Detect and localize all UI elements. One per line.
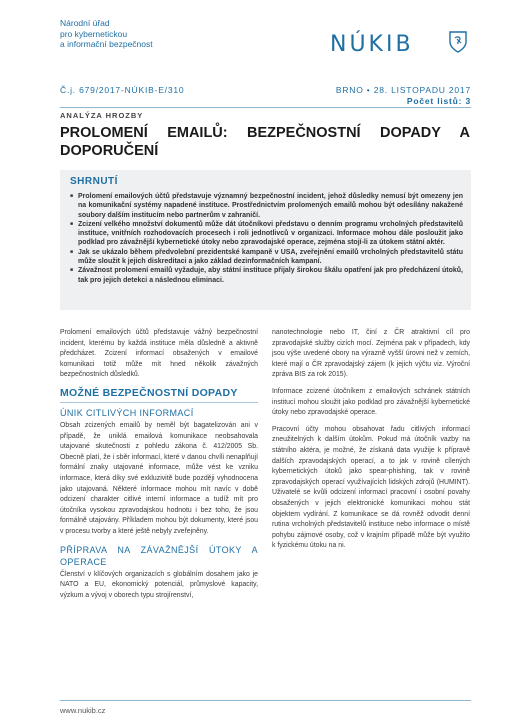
- right-paragraph-2: Informace zcizené útočníkem z emailových schránek státních institucí mohou sloužit jako podklad pro závažnější kybernetické útoky nebo zpravodajské operace.: [272, 387, 470, 417]
- section-heading: MOŽNÉ BEZPEČNOSTNÍ DOPADY: [60, 386, 238, 399]
- right-paragraph-1: nanotechnologie nebo IT, činí z ČR atraktivní cíl pro zpravodajské služby cizích mocí. Zejména pak v případech, kdy jsou výše uvedené obory na výrazně vyšší úrovni než v zemích, které mají o ČR zpravodajský zájem (k jejich výčtu viz. Výroční zpráva BIS za rok 2015).: [272, 329, 470, 379]
- summary-item: ■ Závažnost prolomení emailů vyžaduje, aby státní instituce přijaly širokou škálu opatření jak pro předcházení útoků, tak pro jejich detekci a následnou eliminaci.: [70, 266, 463, 285]
- agency-line-2: pro kybernetickou: [60, 28, 128, 39]
- header-divider: [60, 107, 471, 108]
- subsection-heading-preparation: PŘÍPRAVA NA ZÁVAŽNĚJŠÍ ÚTOKY A OPERACE: [60, 544, 258, 567]
- agency-line-1: Národní úřad: [60, 18, 110, 28]
- document-category: ANALÝZA HROZBY: [60, 111, 144, 120]
- summary-item: ■ Jak se ukázalo během předvolební prezidentské kampaně v USA, zveřejnění emailů vrcholných představitelů státu může sloužit k jejich diskreditaci a jako základ dezinformačních kampaní.: [70, 248, 463, 267]
- summary-heading: SHRNUTÍ: [70, 176, 118, 187]
- intro-paragraph: Prolomení emailových účtů představuje vážný bezpečnostní incident, kterému by každá instituce měla důsledně a aktivně předcházet. Zcizení informací obsažených v emailové komunikaci totiž může mít hned několik závažných bezpečnostních důsledků.: [60, 329, 258, 379]
- title-line-2: DOPORUČENÍ: [60, 143, 159, 159]
- date-and-pages: [336, 85, 471, 107]
- page-count: Počet listů: 3: [406, 96, 471, 106]
- logo-text: NÚKIB: [330, 32, 414, 57]
- agency-line-3: a informační bezpečnost: [60, 39, 153, 49]
- summary-item: ■ Zcizení velkého množství dokumentů může dát útočníkovi představu o denním programu vrcholných představitelů instituce, vnitřních rozhodovacích procesech i roli jednotlivců v organizaci. Informace mohou dále posloužit jako podklad pro závažnější kybernetické útoky nebo zpravodajské operace, zejména stojí-li za útokem státní aktér.: [70, 220, 463, 248]
- reference-number: Č.j. 679/2017-NÚKIB-E/310: [60, 85, 185, 95]
- right-paragraph-3: Pracovní účty mohou obsahovat řadu citlivých informací zneužitelných k dalším útokům. Pokud má útočník vazby na státního aktéra, je možné, že získaná data využije k přípravě dalších zpravodajských operací, a to jak v rovině cílených kybernetických útoků jako spear-phishing, tak v rovině zpravodajských operací využívajících lidských zdrojů (HUMINT). Uživatelé se kvůli odcizení informací pracovní i osobní povahy obsažených v jejich elektronické komunikaci mohou stát objektem vydírání. Z komunikace se dá rovněž odvodit denní rutina vrcholných představitelů instituce nebo informace o místě pohybu zájmové osoby, což v krajním případě může být využito k fyzickému útoku na ni.: [272, 425, 470, 550]
- title-line-1: PROLOMENÍ EMAILŮ: BEZPEČNOSTNÍ DOPADY A: [60, 125, 470, 141]
- place-date: BRNO • 28. LISTOPADU 2017: [335, 85, 471, 95]
- nukib-logo: [330, 28, 470, 62]
- document-title: [60, 124, 470, 160]
- agency-name: [60, 18, 220, 50]
- summary-list: [70, 192, 463, 285]
- footer-url[interactable]: www.nukib.cz: [60, 706, 106, 715]
- footer-divider: [60, 700, 471, 701]
- section-rule: [60, 402, 258, 403]
- summary-item: ■ Prolomení emailových účtů představuje významný bezpečnostní incident, jehož důsledky nemusí být omezeny jen na komunikační systémy napadené instituce. Prostřednictvím prolomených emailů mohou být odesílány nakažené soubory dalším institucím nebo partnerům v zahraničí.: [70, 192, 463, 220]
- preparation-paragraph: Členství v klíčových organizacích s globálním dosahem jako je NATO a EU, ekonomický potenciál, průmyslové kapacity, výzkum a vývoj v oborech typu strojírenství,: [60, 570, 258, 599]
- left-column: [60, 328, 258, 607]
- right-column: [272, 328, 470, 558]
- subsection-heading-leak: ÚNIK CITLIVÝCH INFORMACÍ: [60, 407, 194, 418]
- leak-paragraph: Obsah zcizených emailů by neměl být bagatelizován ani v případě, že uniklá emailová komunikace neobsahovala utajované skutečnosti z pohledu zákona č. 412/2005 Sb. Obecně platí, že i sběr informací, které v danou chvíli nenaplňují formální znaky utajované informace, může vést ke vzniku informace, která díky své exkluzivitě bude později vyhodnocena jako utajovaná. Některé informace mohou mít navíc v době odcizení charakter citlivé interní informace a tudíž mít pro útočníka vysokou zpravodajskou hodnotu i bez toho, že jsou formálně utajovány. Příkladem mohou být dokumenty, které jsou v procesu tvorby a které ještě nebyly zveřejněny.: [60, 421, 258, 535]
- coat-of-arms-icon: [448, 30, 468, 54]
